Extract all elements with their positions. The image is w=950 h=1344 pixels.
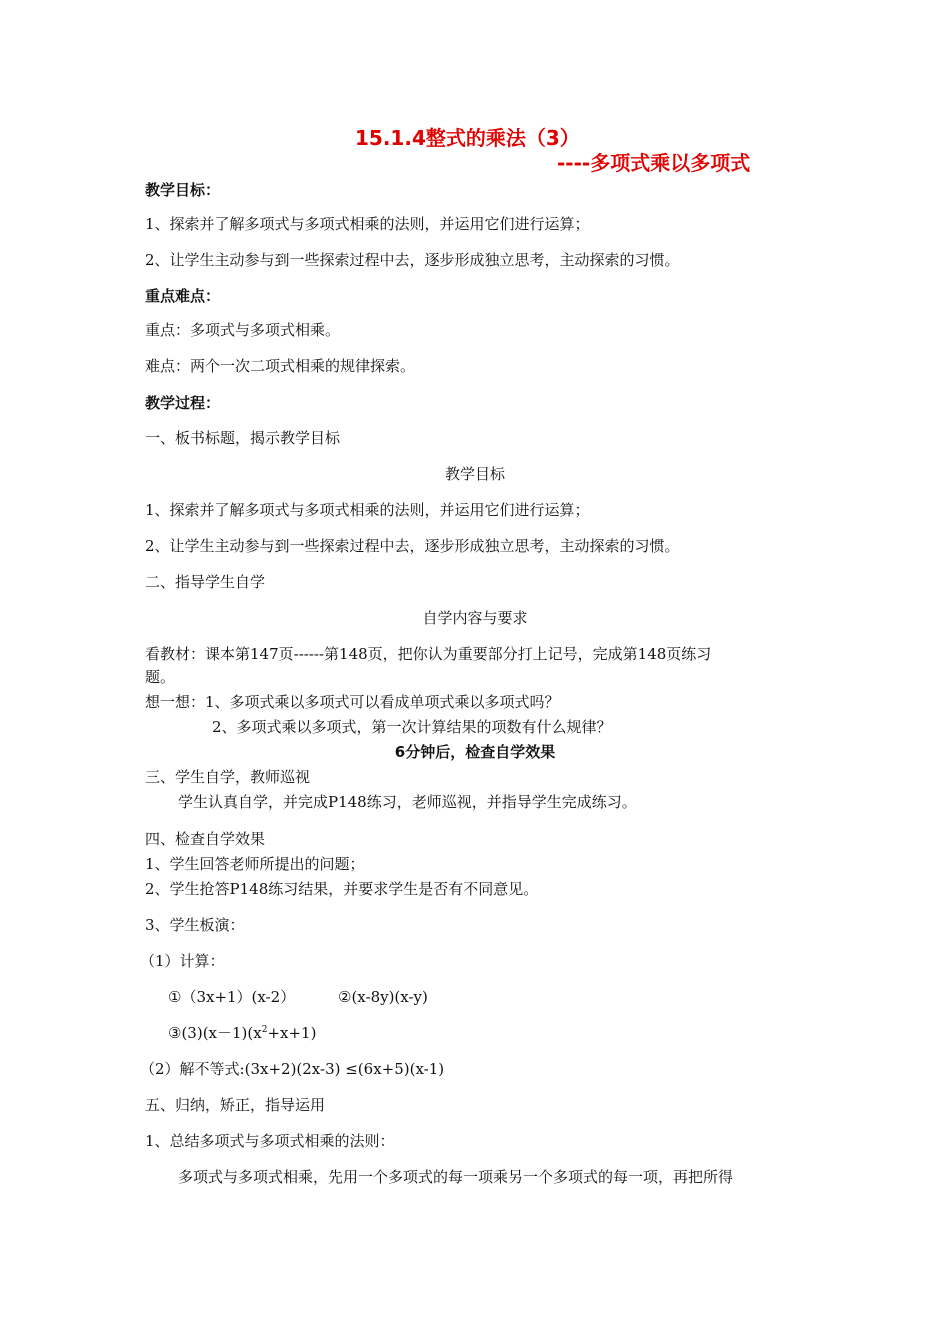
key-point: 重点：多项式与多项式相乘。 xyxy=(145,321,341,339)
check-item-2: 2、学生抢答P148练习结果，并要求学生是否有不同意见。 xyxy=(145,880,539,898)
read-textbook-line-2: 题。 xyxy=(145,668,176,686)
think-question-2: 2、多项式乘以多项式，第一次计算结果的项数有什么规律？ xyxy=(212,718,612,736)
step-2: 二、指导学生自学 xyxy=(145,573,266,591)
think-question-1: 想一想：1、多项式乘以多项式可以看成单项式乘以多项式吗？ xyxy=(145,693,560,711)
board-goals-title: 教学目标 xyxy=(444,465,505,483)
check-note: 6分钟后，检查自学效果 xyxy=(394,743,556,761)
goals-heading: 教学目标： xyxy=(145,181,221,199)
calc-problem-a: ①（3x+1）(x-2） xyxy=(168,988,296,1006)
summary-rule: 多项式与多项式相乘，先用一个多项式的每一项乘另一个多项式的每一项，再把所得 xyxy=(178,1168,734,1186)
page-title: 15.1.4整式的乘法（3） xyxy=(355,126,580,150)
read-textbook-line-1: 看教材：课本第147页------第148页，把你认为重要部分打上记号，完成第148页练习 xyxy=(145,645,712,663)
goal-2: 2、让学生主动参与到一些探索过程中去，逐步形成独立思考，主动探索的习惯。 xyxy=(145,251,680,269)
board-goal-1: 1、探索并了解多项式与多项式相乘的法则，并运用它们进行运算； xyxy=(145,501,590,519)
summary-item-1: 1、总结多项式与多项式相乘的法则： xyxy=(145,1132,395,1150)
page-subtitle: ----多项式乘以多项式 xyxy=(557,151,751,175)
self-study-title: 自学内容与要求 xyxy=(422,609,528,627)
key-heading: 重点难点： xyxy=(145,287,221,305)
step-3-detail: 学生认真自学，并完成P148练习，老师巡视，并指导学生完成练习。 xyxy=(178,793,637,811)
calc-problem-b: ②(x-8y)(x-y) xyxy=(338,988,428,1006)
inequality-problem: （2）解不等式:(3x+2)(2x-3) ≤(6x+5)(x-1) xyxy=(140,1060,445,1078)
calc-label: （1）计算： xyxy=(140,952,225,970)
calc-problem-c-suffix: +x+1) xyxy=(267,1024,317,1042)
process-heading: 教学过程： xyxy=(145,394,221,412)
difficult-point: 难点：两个一次二项式相乘的规律探索。 xyxy=(145,357,416,375)
step-4: 四、检查自学效果 xyxy=(145,830,266,848)
goal-1: 1、探索并了解多项式与多项式相乘的法则，并运用它们进行运算； xyxy=(145,215,590,233)
board-goal-2: 2、让学生主动参与到一些探索过程中去，逐步形成独立思考，主动探索的习惯。 xyxy=(145,537,680,555)
calc-problem-c-exponent: 2 xyxy=(261,1025,268,1035)
calc-problem-c-prefix: ③(3)(x－1)(x xyxy=(168,1024,262,1042)
step-3: 三、学生自学，教师巡视 xyxy=(145,768,311,786)
step-5: 五、归纳，矫正，指导运用 xyxy=(145,1096,326,1114)
calc-problem-c xyxy=(168,1023,316,1043)
check-item-3: 3、学生板演： xyxy=(145,916,245,934)
check-item-1: 1、学生回答老师所提出的问题； xyxy=(145,855,365,873)
step-1: 一、板书标题，揭示教学目标 xyxy=(145,429,341,447)
